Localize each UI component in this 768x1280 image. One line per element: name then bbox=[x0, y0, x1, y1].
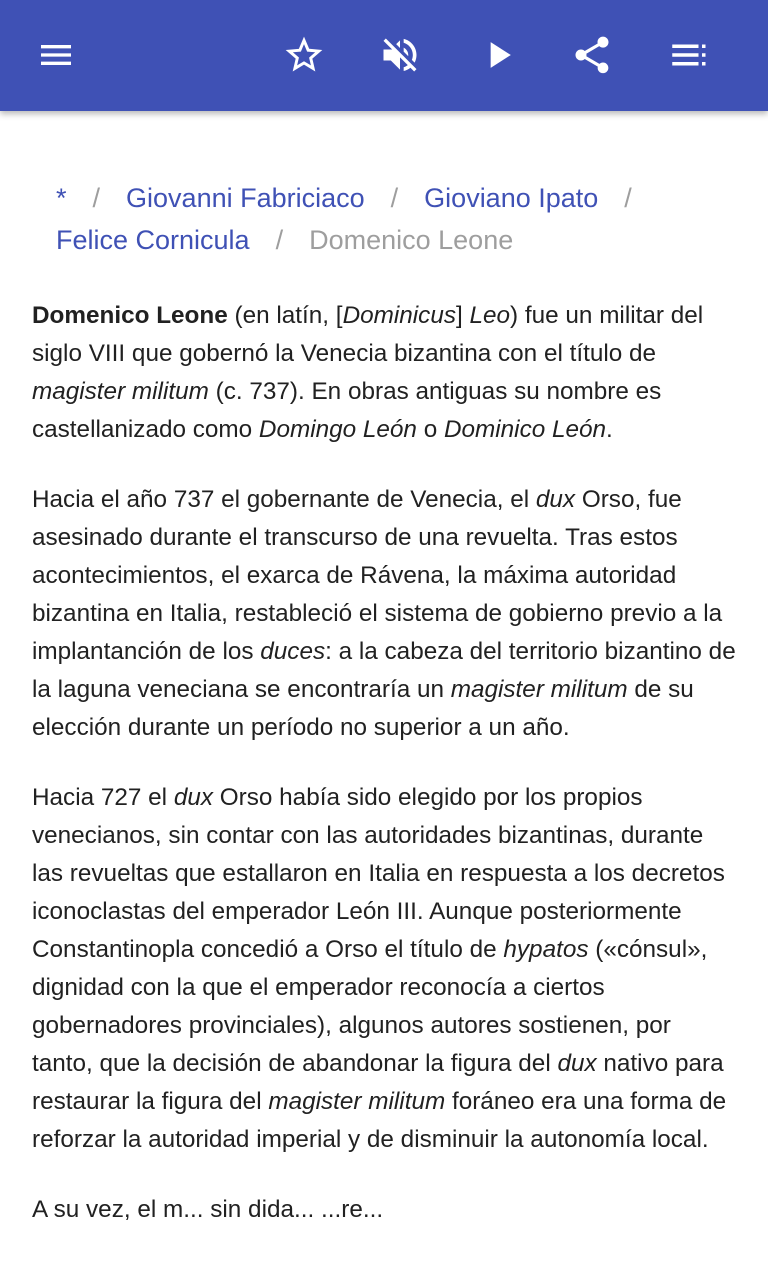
italic-term: dux bbox=[535, 486, 576, 513]
italic-name: Domingo León bbox=[258, 416, 417, 443]
paragraph-3 bbox=[32, 779, 738, 1159]
text-run: Orso había sido elegido por los propios venecianos, sin contar con las autoridades bizantinas, durante las revueltas que estallaron en Italia en respuesta a los decretos iconoclastas del emperador León III. Aunque posteriormente Constantinopla concedió a Orso el título de bbox=[32, 784, 725, 963]
breadcrumb-separator: / bbox=[275, 225, 284, 255]
breadcrumb-link-root[interactable]: * bbox=[56, 183, 67, 213]
play-icon bbox=[476, 33, 520, 77]
paragraph-4-partial bbox=[32, 1191, 738, 1229]
latin-name: Leo bbox=[469, 302, 511, 329]
italic-term: magister militum bbox=[450, 676, 628, 703]
text-run: Hacia el año 737 el gobernante de Venecia, el bbox=[32, 486, 536, 513]
breadcrumb-link-felice-cornicula[interactable]: Felice Cornicula bbox=[56, 225, 250, 255]
breadcrumb-separator: / bbox=[390, 183, 399, 213]
volume-off-icon bbox=[378, 33, 422, 77]
text-run: Orso, fue asesinado durante el transcurso de una revuelta. Tras estos acontecimientos, el exarca de Rávena, la máxima autoridad bizantina en Italia, restableció el sistema de gobierno previo a la implantanción de los bbox=[32, 486, 723, 665]
breadcrumb-link-giovanni-fabriciaco[interactable]: Giovanni Fabriciaco bbox=[126, 183, 365, 213]
text-run: ] bbox=[455, 302, 470, 329]
paragraph-intro bbox=[32, 297, 738, 449]
article-subject: Domenico Leone bbox=[32, 302, 228, 329]
breadcrumb-separator: / bbox=[92, 183, 101, 213]
italic-term: hypatos bbox=[503, 936, 589, 963]
italic-term: magister militum bbox=[268, 1088, 446, 1115]
breadcrumb bbox=[56, 177, 716, 261]
article-content bbox=[0, 111, 768, 1280]
breadcrumb-current-page: Domenico Leone bbox=[309, 225, 514, 255]
breadcrumb-separator: / bbox=[624, 183, 632, 213]
breadcrumb-link-gioviano-ipato[interactable]: Gioviano Ipato bbox=[424, 183, 599, 213]
text-run: o bbox=[416, 416, 444, 443]
text-run: foráneo era una forma de reforzar la autoridad imperial y de disminuir la autonomía local. bbox=[32, 1088, 727, 1153]
text-run: : a la cabeza del territorio bizantino de la laguna veneciana se encontraría un bbox=[32, 638, 736, 703]
italic-term: magister militum bbox=[32, 378, 209, 405]
share-button[interactable] bbox=[564, 27, 620, 83]
paragraph-2 bbox=[32, 481, 738, 747]
favorite-button[interactable] bbox=[276, 27, 332, 83]
text-run: ) fue un militar del siglo VIII que gobernó la Venecia bizantina con el título de bbox=[32, 302, 704, 367]
contents-button[interactable] bbox=[660, 27, 716, 83]
italic-name: Dominico León bbox=[443, 416, 607, 443]
text-run: Hacia 727 el bbox=[32, 784, 174, 811]
play-button[interactable] bbox=[470, 27, 526, 83]
text-run: nativo para restaurar la figura del bbox=[32, 1050, 724, 1115]
share-icon bbox=[570, 33, 614, 77]
text-run: (c. 737). En obras antiguas su nombre es castellanizado como bbox=[32, 378, 662, 443]
text-run: . bbox=[606, 416, 613, 443]
menu-icon bbox=[36, 35, 76, 75]
article-body bbox=[32, 297, 738, 1261]
menu-button[interactable] bbox=[28, 27, 84, 83]
star-outline-icon bbox=[282, 33, 326, 77]
text-run: («cónsul», dignidad con la que el emperador reconocía a ciertos gobernadores provinciales), algunos autores sostienen, por tanto, que la decisión de abandonar la figura del bbox=[32, 936, 708, 1077]
text-run: A su vez, el m... sin dida... ...re... bbox=[32, 1196, 384, 1223]
latin-name: Dominicus bbox=[342, 302, 456, 329]
italic-term: dux bbox=[173, 784, 214, 811]
playlist-icon bbox=[667, 34, 709, 76]
text-run: de su elección durante un período no superior a un año. bbox=[32, 676, 694, 741]
app-bar bbox=[0, 0, 768, 111]
italic-term: duces bbox=[260, 638, 326, 665]
mute-button[interactable] bbox=[372, 27, 428, 83]
text-run: (en latín, [ bbox=[227, 302, 343, 329]
italic-term: dux bbox=[557, 1050, 597, 1077]
